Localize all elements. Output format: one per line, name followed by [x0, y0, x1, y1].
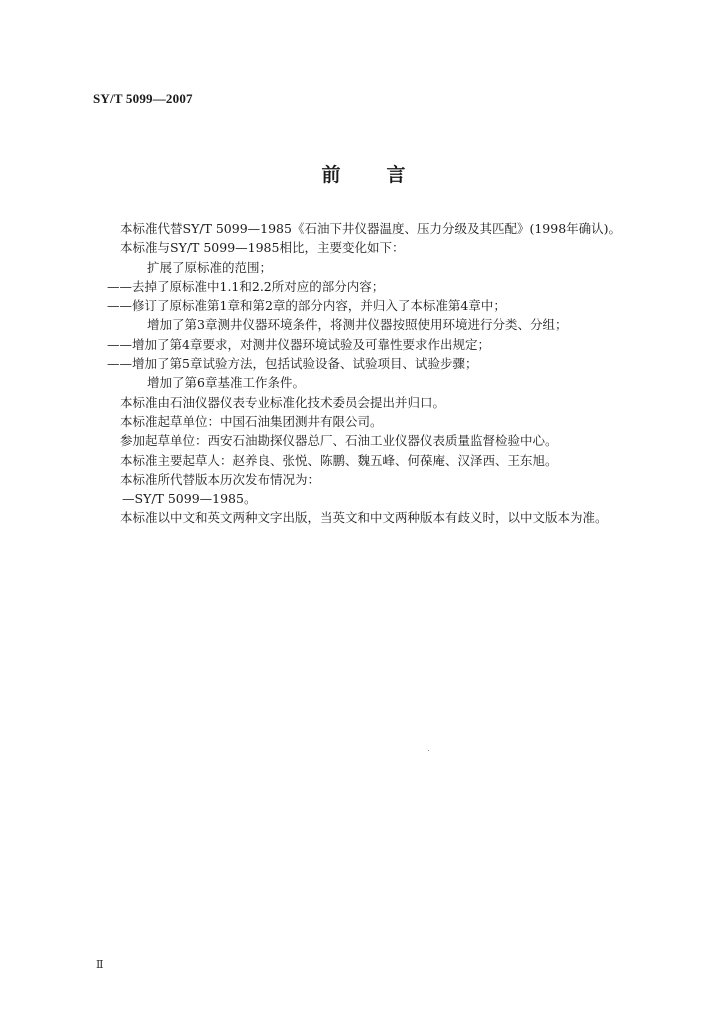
foreword-line-change-7: 增加了第6章基准工作条件。	[147, 375, 305, 391]
foreword-line-supersedes: 本标准代替SY/T 5099—1985《石油下井仪器温度、压力分级及其匹配》(1998年确认)。	[120, 221, 622, 236]
foreword-line-drafters: 本标准主要起草人：赵养良、张悦、陈鹏、魏五峰、何葆庵、汉泽西、王东旭。	[120, 452, 558, 468]
foreword-line-participating-units: 参加起草单位：西安石油勘探仪器总厂、石油工业仪器仪表质量监督检验中心。	[120, 433, 558, 449]
foreword-line-change-6: ——增加了第5章试验方法，包括试验设备、试验项目、试验步骤；	[107, 356, 478, 372]
foreword-body	[107, 219, 640, 528]
foreword-line-change-2: ——去掉了原标准中1.1和2.2所对应的部分内容；	[107, 278, 385, 294]
foreword-line-drafting-unit: 本标准起草单位：中国石油集团测井有限公司。	[120, 413, 383, 429]
page-number: Ⅱ	[96, 959, 104, 971]
scan-speck	[428, 750, 429, 751]
foreword-line-history-intro: 本标准所代替版本历次发布情况为：	[120, 471, 321, 487]
standard-code: SY/T 5099—2007	[93, 91, 193, 106]
page-title: 前言	[321, 164, 452, 186]
foreword-line-change-4: 增加了第3章测井仪器环境条件，将测井仪器按照使用环境进行分类、分组；	[147, 317, 568, 333]
foreword-line-proposer: 本标准由石油仪器仪表专业标准化技术委员会提出并归口。	[120, 394, 446, 410]
foreword-line-change-1: 扩展了原标准的范围；	[147, 259, 273, 275]
foreword-line-changes-intro: 本标准与SY/T 5099—1985相比，主要变化如下：	[120, 240, 405, 256]
foreword-line-change-5: ——增加了第4章要求，对测井仪器环境试验及可靠性要求作出规定；	[107, 336, 490, 352]
foreword-line-language: 本标准以中文和英文两种文字出版，当英文和中文两种版本有歧义时，以中文版本为准。	[120, 510, 608, 526]
foreword-line-history-item: —SY/T 5099—1985。	[122, 491, 257, 507]
foreword-line-change-3: ——修订了原标准第1章和第2章的部分内容，并归入了本标准第4章中；	[107, 298, 506, 314]
